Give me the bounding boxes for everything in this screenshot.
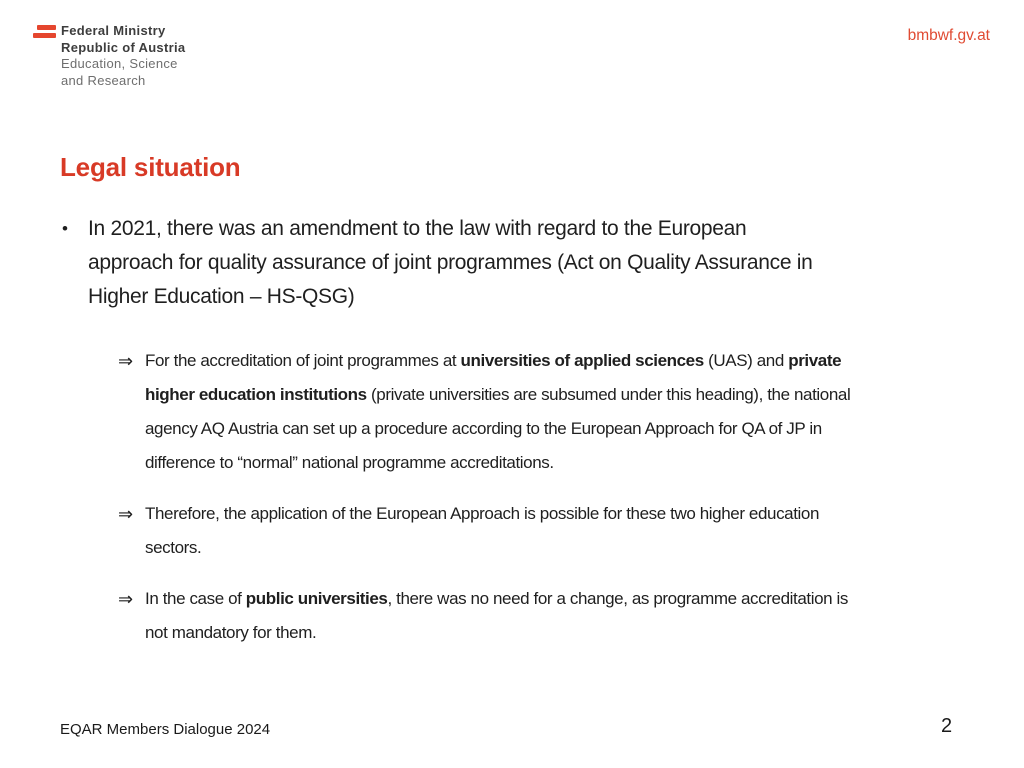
logo-line-federal-ministry: Federal Ministry	[61, 23, 166, 38]
flag-bar-bottom	[33, 33, 56, 38]
page-number: 2	[941, 715, 953, 737]
arrow-marker-icon: ⇒	[118, 351, 134, 371]
sub-bullet-text: In the case of public universities, there was no need for a change, as programme accreditation is not mandatory for them.	[145, 589, 848, 642]
logo-line-and-research: and Research	[61, 72, 146, 88]
arrow-marker-icon: ⇒	[118, 589, 134, 609]
logo-line-education-science: Education, Science	[61, 56, 178, 71]
ministry-logo	[33, 23, 185, 89]
main-bullet-text: In 2021, there was an amendment to the law with regard to the European approach for quality assurance of joint programmes (Act on Quality Assurance in Higher Education – HS-QSG)	[88, 217, 813, 308]
logo-line-republic-of-austria: Republic of Austria	[61, 39, 186, 55]
footer-event-name: EQAR Members Dialogue 2024	[60, 721, 271, 738]
austria-flag-icon	[33, 25, 56, 38]
sub-bullet-uas-private	[118, 344, 972, 480]
flag-bar-top	[37, 25, 56, 30]
sub-bullet-public-universities	[118, 582, 972, 650]
main-bullet	[62, 212, 972, 314]
slide-content	[62, 212, 972, 667]
bullet-marker: •	[62, 219, 68, 238]
sub-bullet-text: Therefore, the application of the European Approach is possible for these two higher education sectors.	[145, 504, 820, 557]
sub-bullet-text: For the accreditation of joint programmes at universities of applied sciences (UAS) and private higher education institutions (private universities are subsumed under this heading), the national agency AQ Austria can set up a procedure according to the European Approach for QA of JP in difference to “normal” national programme accreditations.	[145, 351, 851, 472]
website-link[interactable]: bmbwf.gv.at	[907, 27, 990, 44]
arrow-marker-icon: ⇒	[118, 504, 134, 524]
page-title: Legal situation	[60, 152, 241, 182]
ministry-logo-text	[61, 23, 185, 89]
sub-bullet-two-sectors	[118, 497, 972, 565]
